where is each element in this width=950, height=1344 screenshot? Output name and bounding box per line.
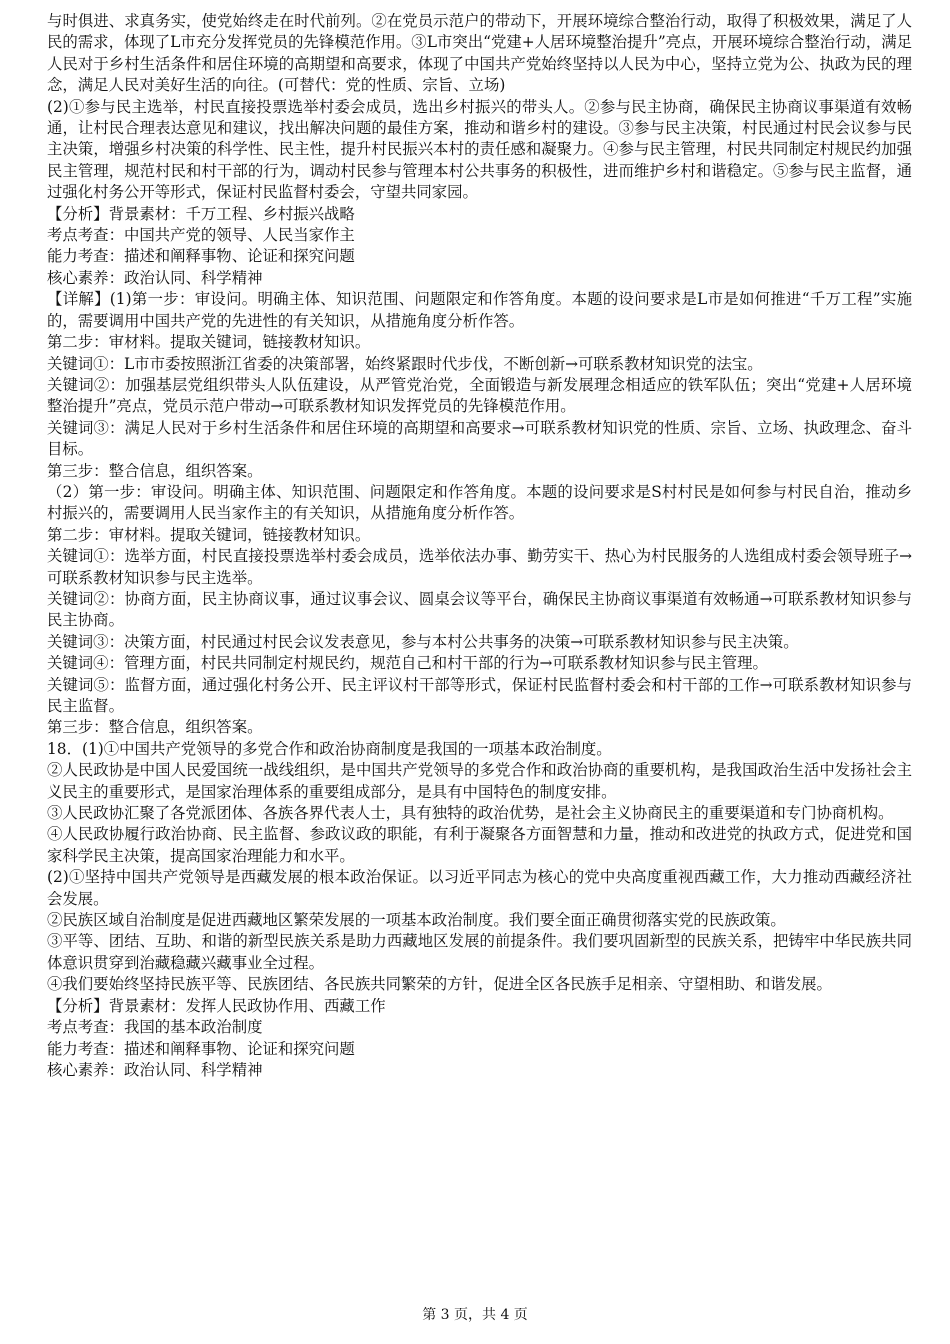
paragraph: (2)①参与民主选举，村民直接投票选举村委会成员，选出乡村振兴的带头人。②参与民主协商，确保民主协商议事渠道有效畅通，让村民合理表达意见和建议，找出解决问题的最佳方案，推动和谐乡村的建设。③参与民主决策，村民通过村民会议参与民主决策，增强乡村决策的科学性、民主性，提升村民振兴本村的责任感和凝聚力。④参与民主管理，村民共同制定村规民约加强民主管理，规范村民和村干部的行为，调动村民参与管理本村公共事务的积极性，进而维护乡村和谐稳定。⑤参与民主监督，通过强化村务公开等形式，保证村民监督村委会，守望共同家园。: [47, 97, 912, 202]
paragraph: 考点考查：我国的基本政治制度: [47, 1018, 263, 1037]
paragraph: 与时俱进、求真务实，使党始终走在时代前列。②在党员示范户的带动下，开展环境综合整治行动，取得了积极效果，满足了人民的需求，体现了L市充分发挥党员的先锋模范作用。③L市突出“党建+人居环境整治提升”亮点，开展环境综合整治行动，满足人民对于乡村生活条件和居住环境的高期望和高要求，体现了中国共产党始终坚持以人民为中心，坚持立党为公、执政为民的理念，满足人民对美好生活的向往。(可替代：党的性质、宗旨、立场): [47, 12, 912, 95]
paragraph: 【分析】背景素材：发挥人民政协作用、西藏工作: [47, 996, 386, 1015]
paragraph: 核心素养：政治认同、科学精神: [47, 268, 263, 287]
paragraph: 考点考查：中国共产党的领导、人民当家作主: [47, 226, 355, 245]
paragraph: 第三步：整合信息，组织答案。: [47, 718, 263, 737]
page-number-footer: 第 3 页，共 4 页: [422, 1307, 528, 1323]
document-body: [47, 11, 912, 1081]
paragraph: 第二步：审材料。提取关键词，链接教材知识。: [47, 525, 371, 544]
paragraph: 【详解】(1)第一步：审设问。明确主体、知识范围、问题限定和作答角度。本题的设问要求是L市是如何推进“千万工程”实施的，需要调用中国共产党的先进性的有关知识，从措施角度分析作答。: [47, 290, 912, 330]
paragraph: 18．(1)①中国共产党领导的多党合作和政治协商制度是我国的一项基本政治制度。: [47, 739, 612, 758]
paragraph: ②人民政协是中国人民爱国统一战线组织，是中国共产党领导的多党合作和政治协商的重要机构，是我国政治生活中发扬社会主义民主的重要形式，是国家治理体系的重要组成部分，是具有中国特色的制度安排。: [47, 761, 912, 801]
paragraph: ③平等、团结、互助、和谐的新型民族关系是助力西藏地区发展的前提条件。我们要巩固新型的民族关系，把铸牢中华民族共同体意识贯穿到治藏稳藏兴藏事业全过程。: [47, 932, 912, 972]
paragraph: （2）第一步：审设问。明确主体、知识范围、问题限定和作答角度。本题的设问要求是S村村民是如何参与村民自治，推动乡村振兴的，需要调用人民当家作主的有关知识，从措施角度分析作答。: [47, 482, 912, 523]
paragraph: (2)①坚持中国共产党领导是西藏发展的根本政治保证。以习近平同志为核心的党中央高度重视西藏工作，大力推动西藏经济社会发展。: [47, 868, 912, 908]
paragraph: 第二步：审材料。提取关键词，链接教材知识。: [47, 333, 371, 352]
paragraph: 关键词②：加强基层党组织带头人队伍建设，从严管党治党，全面锻造与新发展理念相适应的铁军队伍；突出“党建+人居环境整治提升”亮点，党员示范户带动→可联系教材知识发挥党员的先锋模范作用。: [47, 375, 912, 416]
paragraph: 关键词③：决策方面，村民通过村民会议发表意见，参与本村公共事务的决策→可联系教材知识参与民主决策。: [47, 632, 799, 651]
paragraph: 能力考查：描述和阐释事物、论证和探究问题: [47, 247, 355, 266]
paragraph: ②民族区域自治制度是促进西藏地区繁荣发展的一项基本政治制度。我们要全面正确贯彻落实党的民族政策。: [47, 911, 786, 930]
paragraph: 关键词①：L市市委按照浙江省委的决策部署，始终紧跟时代步伐，不断创新→可联系教材知识党的法宝。: [47, 354, 763, 373]
paragraph: 关键词①：选举方面，村民直接投票选举村委会成员，选举依法办事、勤劳实干、热心为村民服务的人选组成村委会领导班子→可联系教材知识参与民主选举。: [47, 547, 912, 587]
paragraph: 【分析】背景素材：千万工程、乡村振兴战略: [47, 204, 355, 223]
paragraph: 关键词④：管理方面，村民共同制定村规民约，规范自己和村干部的行为→可联系教材知识参与民主管理。: [47, 654, 768, 673]
paragraph: 关键词⑤：监督方面，通过强化村务公开、民主评议村干部等形式，保证村民监督村委会和村干部的工作→可联系教材知识参与民主监督。: [47, 675, 912, 715]
paragraph: 关键词③：满足人民对于乡村生活条件和居住环境的高期望和高要求→可联系教材知识党的性质、宗旨、立场、执政理念、奋斗目标。: [47, 418, 912, 459]
paragraph: 能力考查：描述和阐释事物、论证和探究问题: [47, 1039, 355, 1058]
paragraph: 关键词②：协商方面，民主协商议事，通过议事会议、圆桌会议等平台，确保民主协商议事渠道有效畅通→可联系教材知识参与民主协商。: [47, 589, 912, 630]
paragraph: ④我们要始终坚持民族平等、民族团结、各民族共同繁荣的方针，促进全区各民族手足相亲、守望相助、和谐发展。: [47, 975, 832, 994]
paragraph: 第三步：整合信息，组织答案。: [47, 461, 263, 480]
paragraph: 核心素养：政治认同、科学精神: [47, 1060, 263, 1079]
paragraph: ③人民政协汇聚了各党派团体、各族各界代表人士，具有独特的政治优势，是社会主义协商民主的重要渠道和专门协商机构。: [47, 804, 894, 823]
paragraph: ④人民政协履行政治协商、民主监督、参政议政的职能，有利于凝聚各方面智慧和力量，推动和改进党的执政方式，促进党和国家科学民主决策，提高国家治理能力和水平。: [47, 825, 912, 865]
